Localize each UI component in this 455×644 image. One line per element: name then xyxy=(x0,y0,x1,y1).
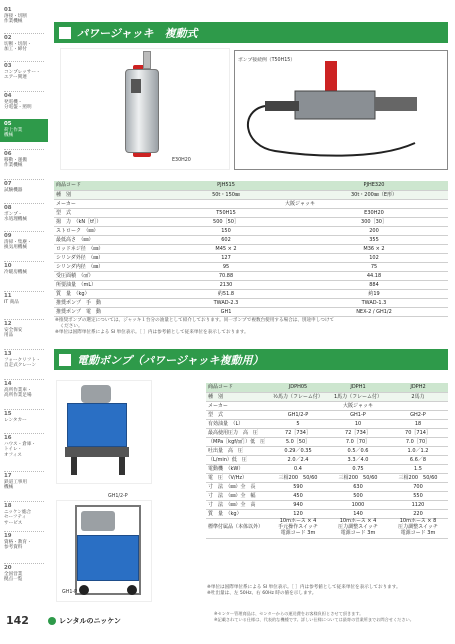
sidebar-item-17[interactable] xyxy=(4,474,46,491)
sidebar-divider xyxy=(4,179,44,180)
row-label: シリンダ外径 （㎜） xyxy=(54,253,152,262)
row-label: 最低高さ （㎜） xyxy=(54,235,152,244)
table-cell: 三相200 50/60 xyxy=(328,473,388,482)
sidebar-divider xyxy=(4,91,44,92)
sidebar-item-09[interactable] xyxy=(4,234,46,251)
table-cell: 140 xyxy=(328,509,388,518)
note-line: ※単位は国際単位系による SI 単位表示。［ ］内は参考値として従来単位を表示しております。 xyxy=(207,585,401,590)
sidebar-divider xyxy=(4,319,44,320)
table-cell: GH1 xyxy=(152,307,300,316)
table-cell: 550 xyxy=(388,491,448,500)
table-row xyxy=(54,244,448,253)
table-cell: 500 xyxy=(328,491,388,500)
sidebar-item-number: 16 xyxy=(4,435,12,441)
table-cell: 700 xyxy=(388,482,448,491)
table-cell: 5 xyxy=(268,419,328,428)
table-cell: 3.3／4.0 xyxy=(328,455,388,464)
table-cell: 220 xyxy=(388,509,448,518)
row-label: ロッドネジ径 （㎜） xyxy=(54,244,152,253)
sidebar-item-08[interactable] xyxy=(4,206,46,223)
sidebar-item-label: 清掃・集塵・ 換気用機械 xyxy=(4,239,32,251)
sidebar-item-10[interactable] xyxy=(4,264,46,275)
sidebar-divider xyxy=(4,61,44,62)
table-cell: 1120 xyxy=(388,500,448,509)
row-label: メーカー xyxy=(54,199,152,208)
row-label: 推奨ポンプ 手 動 xyxy=(54,298,152,307)
table-row xyxy=(54,271,448,280)
table-cell: 102 xyxy=(300,253,448,262)
row-label: 受圧面積 （㎠） xyxy=(54,271,152,280)
table-cell: 三相200 50/60 xyxy=(268,473,328,482)
table-row xyxy=(206,410,448,419)
table-cell: 大阪ジャッキ xyxy=(268,401,448,410)
table-cell: 0.29／0.35 xyxy=(268,446,328,455)
table-cell: JDPH1 xyxy=(328,383,388,392)
sidebar-item-03[interactable] xyxy=(4,64,46,81)
table-cell: M36 × 2 xyxy=(300,244,448,253)
sidebar-item-label: IT 商品 xyxy=(4,299,19,305)
table-row xyxy=(206,491,448,500)
sidebar-item-number: 05 xyxy=(4,121,12,127)
table-cell: TWAD-2.3 xyxy=(152,298,300,307)
table-cell: 2馬力 xyxy=(388,392,448,401)
sidebar-item-number: 11 xyxy=(4,293,12,299)
pump-connection-drawing xyxy=(235,51,449,171)
table-row xyxy=(206,473,448,482)
banner-square-icon xyxy=(59,354,71,366)
table-cell: 0.5／0.6 xyxy=(328,446,388,455)
sidebar-divider xyxy=(4,563,44,564)
table-cell: 7.0［70］ xyxy=(328,437,388,446)
sidebar-divider xyxy=(4,433,44,434)
row-label: 商品コード xyxy=(54,181,152,190)
sidebar-divider xyxy=(4,471,44,472)
table-row xyxy=(206,428,448,437)
table-cell: 10mホース × 8 圧力調整スイッチ 電源コード 3m xyxy=(388,518,448,538)
table-cell: PJH515 xyxy=(152,181,300,190)
table-row xyxy=(54,199,448,208)
table-cell: 0.4 xyxy=(268,464,328,473)
sidebar-item-label: 安全保安 用品 xyxy=(4,327,23,339)
row-label: 種 別 xyxy=(206,392,268,401)
table-cell: 70.88 xyxy=(152,271,300,280)
row-label: 質 量 （kg） xyxy=(54,289,152,298)
row-label: 吐出量 高 圧 xyxy=(206,446,268,455)
sidebar-item-label: 冷暖房機械 xyxy=(4,269,27,275)
table-row xyxy=(54,190,448,199)
note-line: ください。 xyxy=(55,324,83,330)
sidebar-divider xyxy=(4,261,44,262)
pump-caption-bottom: GH1-P xyxy=(62,590,77,595)
sidebar-item-label: 発電機・ 分電盤・照明 xyxy=(4,99,32,111)
table-cell: GH2-P xyxy=(388,410,448,419)
table-row xyxy=(206,482,448,491)
pump-caption-top: GH1/2-P xyxy=(108,494,128,499)
table-cell: 0.75 xyxy=(328,464,388,473)
table-cell: 940 xyxy=(268,500,328,509)
sidebar-divider xyxy=(4,409,44,410)
sidebar-item-label: 移動・運搬 作業機械 xyxy=(4,157,27,169)
row-label: 種 別 xyxy=(54,190,152,199)
row-label: 最高使用圧力 高 圧 xyxy=(206,428,268,437)
table-cell: JDPH2 xyxy=(388,383,448,392)
sidebar-item-19[interactable] xyxy=(4,534,46,551)
table-row xyxy=(54,208,448,217)
table-cell: 44.18 xyxy=(300,271,448,280)
sidebar-item-number: 03 xyxy=(4,63,12,69)
table-cell: NEX-2 / GH1/2 xyxy=(300,307,448,316)
table-row xyxy=(54,280,448,289)
table-cell: JDPH05 xyxy=(268,383,328,392)
sidebar-item-05[interactable] xyxy=(0,119,48,142)
logo-mark-icon xyxy=(48,617,56,625)
table-cell: 1.0／1.2 xyxy=(388,446,448,455)
table-row xyxy=(54,298,448,307)
table-cell: 602 xyxy=(152,235,300,244)
table-cell: 120 xyxy=(268,509,328,518)
table-cell: 150 xyxy=(152,226,300,235)
sidebar-divider xyxy=(4,291,44,292)
sidebar-item-label: ポンプ・ 水処理機械 xyxy=(4,211,27,223)
table-cell: 72［734］ xyxy=(328,428,388,437)
table-cell: 6.6／8 xyxy=(388,455,448,464)
table-cell: ½馬力（フレーム付） xyxy=(268,392,328,401)
table-cell: 10mホース × 4 手元操作スイッチ 電源コード 3m xyxy=(268,518,328,538)
sidebar-divider xyxy=(4,149,44,150)
pump-spec-table xyxy=(206,383,448,539)
row-label: 商品コード xyxy=(206,383,268,392)
footnote-line: ※記載されている仕様は、代表的な機種です。詳しい仕様については最寄の営業所までお問合せください。 xyxy=(214,616,414,622)
table-cell: 75 xyxy=(300,262,448,271)
row-label: 推奨ポンプ 電 動 xyxy=(54,307,152,316)
row-label: 質 量 （kg） xyxy=(206,509,268,518)
sidebar-item-01[interactable] xyxy=(4,8,46,25)
sidebar-item-label: 資格・教育・ 参考資料 xyxy=(4,539,32,551)
sidebar-item-12[interactable] xyxy=(4,322,46,339)
table-cell: 30t・200㎜（E形） xyxy=(300,190,448,199)
page-number: 142 xyxy=(6,614,29,627)
table-row xyxy=(54,262,448,271)
sidebar-divider xyxy=(4,33,44,34)
table-cell: 10mホース × 4 圧力調整スイッチ 電源コード 3m xyxy=(328,518,388,538)
table-cell: T50H15 xyxy=(152,208,300,217)
sidebar-item-number: 19 xyxy=(4,533,12,539)
sidebar-divider xyxy=(4,231,44,232)
pump-connection-photo xyxy=(234,50,448,170)
table-cell: 大阪ジャッキ xyxy=(152,199,448,208)
sidebar-item-14[interactable] xyxy=(4,382,46,399)
table-cell: GH1-P xyxy=(328,410,388,419)
sidebar-item-18[interactable] xyxy=(4,504,46,526)
sidebar-item-label: レンタカー xyxy=(4,417,27,423)
table-cell: 450 xyxy=(268,491,328,500)
table-row xyxy=(206,437,448,446)
table-cell: E30H20 xyxy=(300,208,448,217)
table-cell: TWAD-1.3 xyxy=(300,298,448,307)
sidebar-item-07[interactable] xyxy=(4,182,46,193)
note-line: ※推奨ポンプの選定については、ジャッキ１台分の油量として紹介しております。同一ポンプで複数台使用する場合は、別途申しつけて xyxy=(55,318,335,323)
sidebar-item-number: 08 xyxy=(4,205,12,211)
footnote-line: ※センター管理商品は、センターからの運送費をお客様負担とさせて頂きます。 xyxy=(214,611,364,616)
table-cell: PJHE320 xyxy=(300,181,448,190)
row-label: （L/min）低 圧 xyxy=(206,455,268,464)
table-row xyxy=(206,401,448,410)
table-cell: 590 xyxy=(268,482,328,491)
sidebar-divider xyxy=(4,203,44,204)
table-cell: 884 xyxy=(300,280,448,289)
row-label: 寸 法 （㎜）全 幅 xyxy=(206,491,268,500)
sidebar-item-label: 高所作業車・ 高所作業足場 xyxy=(4,387,32,399)
table-cell: 1.5 xyxy=(388,464,448,473)
sidebar xyxy=(0,0,48,644)
table-cell: 1馬力（フレーム付） xyxy=(328,392,388,401)
row-label: ストローク （㎜） xyxy=(54,226,152,235)
pump-photo-gh1-2 xyxy=(56,380,152,484)
sidebar-item-number: 14 xyxy=(4,381,12,387)
table-row xyxy=(206,419,448,428)
table-cell: 2.0／2.4 xyxy=(268,455,328,464)
sidebar-item-04[interactable] xyxy=(4,94,46,111)
note-line: ※単位は国際単位系による SI 単位表示。［ ］内は参考値として従来単位を表示しております。 xyxy=(55,330,249,336)
sidebar-item-number: 07 xyxy=(4,181,12,187)
sidebar-item-label: 切断・切削・ 加工・締付 xyxy=(4,41,32,53)
table-cell: 三相200 50/60 xyxy=(388,473,448,482)
sidebar-item-label: 試験機器 xyxy=(4,187,23,193)
jack-photo xyxy=(60,48,230,170)
table-row xyxy=(206,464,448,473)
sidebar-item-label: 全国営業 拠点一覧 xyxy=(4,571,23,583)
table-cell: 2130 xyxy=(152,280,300,289)
sidebar-divider xyxy=(4,531,44,532)
row-label: 寸 法 （㎜）全 長 xyxy=(206,482,268,491)
table-cell: 500［50］ xyxy=(152,217,300,226)
sidebar-item-label: コンプレッサー・ エアー関連 xyxy=(4,69,41,81)
row-label: （MPa［kgf/㎠］）低 圧 xyxy=(206,437,268,446)
sidebar-item-label: ハウス・倉庫・ トイレ・ オフィス xyxy=(4,441,37,458)
sidebar-item-label: 荷上作業 機械 xyxy=(4,127,23,139)
row-label: 型 式 xyxy=(54,208,152,217)
sidebar-item-label: フォークリフト・ 自走式クレーン xyxy=(4,357,41,369)
sidebar-item-number: 10 xyxy=(4,263,12,269)
company-logo xyxy=(48,616,121,626)
table-cell: 72［734］ xyxy=(268,428,328,437)
sidebar-divider xyxy=(4,501,44,502)
sidebar-divider xyxy=(4,349,44,350)
sidebar-item-number: 13 xyxy=(4,351,12,357)
row-label: 寸 法 （㎜）全 高 xyxy=(206,500,268,509)
table-cell: 1000 xyxy=(328,500,388,509)
sidebar-item-number: 04 xyxy=(4,93,12,99)
sidebar-item-number: 20 xyxy=(4,565,12,571)
banner-square-icon xyxy=(59,27,71,39)
table-row xyxy=(54,289,448,298)
table-cell: 630 xyxy=(328,482,388,491)
sidebar-item-label: ニッケン総合 セーフティ サービス xyxy=(4,509,32,526)
sidebar-item-label: 溶接・切断 作業機械 xyxy=(4,13,27,25)
sidebar-item-label: 鉄道工事用 機械 xyxy=(4,479,27,491)
table-cell: 7.0［70］ xyxy=(388,437,448,446)
table-cell: 300［30］ xyxy=(300,217,448,226)
table-row xyxy=(206,392,448,401)
sidebar-item-number: 02 xyxy=(4,35,12,41)
table-row xyxy=(54,235,448,244)
table-cell: 50t・150㎜ xyxy=(152,190,300,199)
note-line: ※吐出量は、左 50Hz、右 60Hz 時の値を示します。 xyxy=(207,591,317,597)
row-label: メーカー xyxy=(206,401,268,410)
table-cell: 5.0［50］ xyxy=(268,437,328,446)
table-row xyxy=(206,509,448,518)
row-label: 所要油量 （mL） xyxy=(54,280,152,289)
table-row xyxy=(54,253,448,262)
table-cell: 70［714］ xyxy=(388,428,448,437)
sidebar-item-16[interactable] xyxy=(4,436,46,458)
row-label: 有効油量 （L） xyxy=(206,419,268,428)
table-cell: 約19 xyxy=(300,289,448,298)
sidebar-item-20[interactable] xyxy=(4,566,46,583)
row-label: シリンダ内径 （㎜） xyxy=(54,262,152,271)
sidebar-item-number: 17 xyxy=(4,473,12,479)
pump-notes xyxy=(207,585,449,597)
sidebar-item-number: 18 xyxy=(4,503,12,509)
footnote xyxy=(214,611,450,623)
sidebar-item-number: 09 xyxy=(4,233,12,239)
table-cell: 95 xyxy=(152,262,300,271)
row-label: 電動機 （kW） xyxy=(206,464,268,473)
pump-photo-gh1 xyxy=(56,500,152,602)
jack-spec-table xyxy=(54,181,448,317)
section-banner-jack xyxy=(54,22,448,43)
sidebar-item-13[interactable] xyxy=(4,352,46,369)
sidebar-item-number: 12 xyxy=(4,321,12,327)
table-cell: 200 xyxy=(300,226,448,235)
table-row xyxy=(54,307,448,316)
table-cell: 10 xyxy=(328,419,388,428)
row-label: 揚 力 （kN［tf］） xyxy=(54,217,152,226)
jack-notes xyxy=(55,318,448,337)
sidebar-item-number: 06 xyxy=(4,151,12,157)
jack-caption: E30H20 xyxy=(172,158,191,163)
sidebar-item-number: 01 xyxy=(4,7,12,13)
table-row xyxy=(54,226,448,235)
row-label: 型 式 xyxy=(206,410,268,419)
table-cell: GH1/2-P xyxy=(268,410,328,419)
table-cell: M45 × 2 xyxy=(152,244,300,253)
sidebar-item-06[interactable] xyxy=(4,152,46,169)
table-cell: 18 xyxy=(388,419,448,428)
table-row xyxy=(206,500,448,509)
table-cell: 約51.8 xyxy=(152,289,300,298)
table-cell: 127 xyxy=(152,253,300,262)
table-row xyxy=(206,455,448,464)
table-cell: 355 xyxy=(300,235,448,244)
row-label: 標準付属品（本体以外） xyxy=(206,518,268,538)
sidebar-divider xyxy=(4,379,44,380)
table-header-row xyxy=(206,383,448,392)
pump-caption: ポンプ接続例（T50H15） xyxy=(238,58,296,63)
table-row xyxy=(206,446,448,455)
sidebar-item-15[interactable] xyxy=(4,412,46,423)
table-row xyxy=(206,518,448,538)
section-banner-pump xyxy=(54,349,448,370)
section-title: 電動ポンプ（パワージャッキ複動用） xyxy=(77,353,264,367)
sidebar-item-11[interactable] xyxy=(4,294,46,305)
table-header-row xyxy=(54,181,448,190)
section-title: パワージャッキ 複動式 xyxy=(77,26,198,40)
sidebar-item-number: 15 xyxy=(4,411,12,417)
sidebar-item-02[interactable] xyxy=(4,36,46,53)
row-label: 電 圧 （V/Hz） xyxy=(206,473,268,482)
table-row xyxy=(54,217,448,226)
logo-text: レンタルのニッケン xyxy=(59,617,121,625)
